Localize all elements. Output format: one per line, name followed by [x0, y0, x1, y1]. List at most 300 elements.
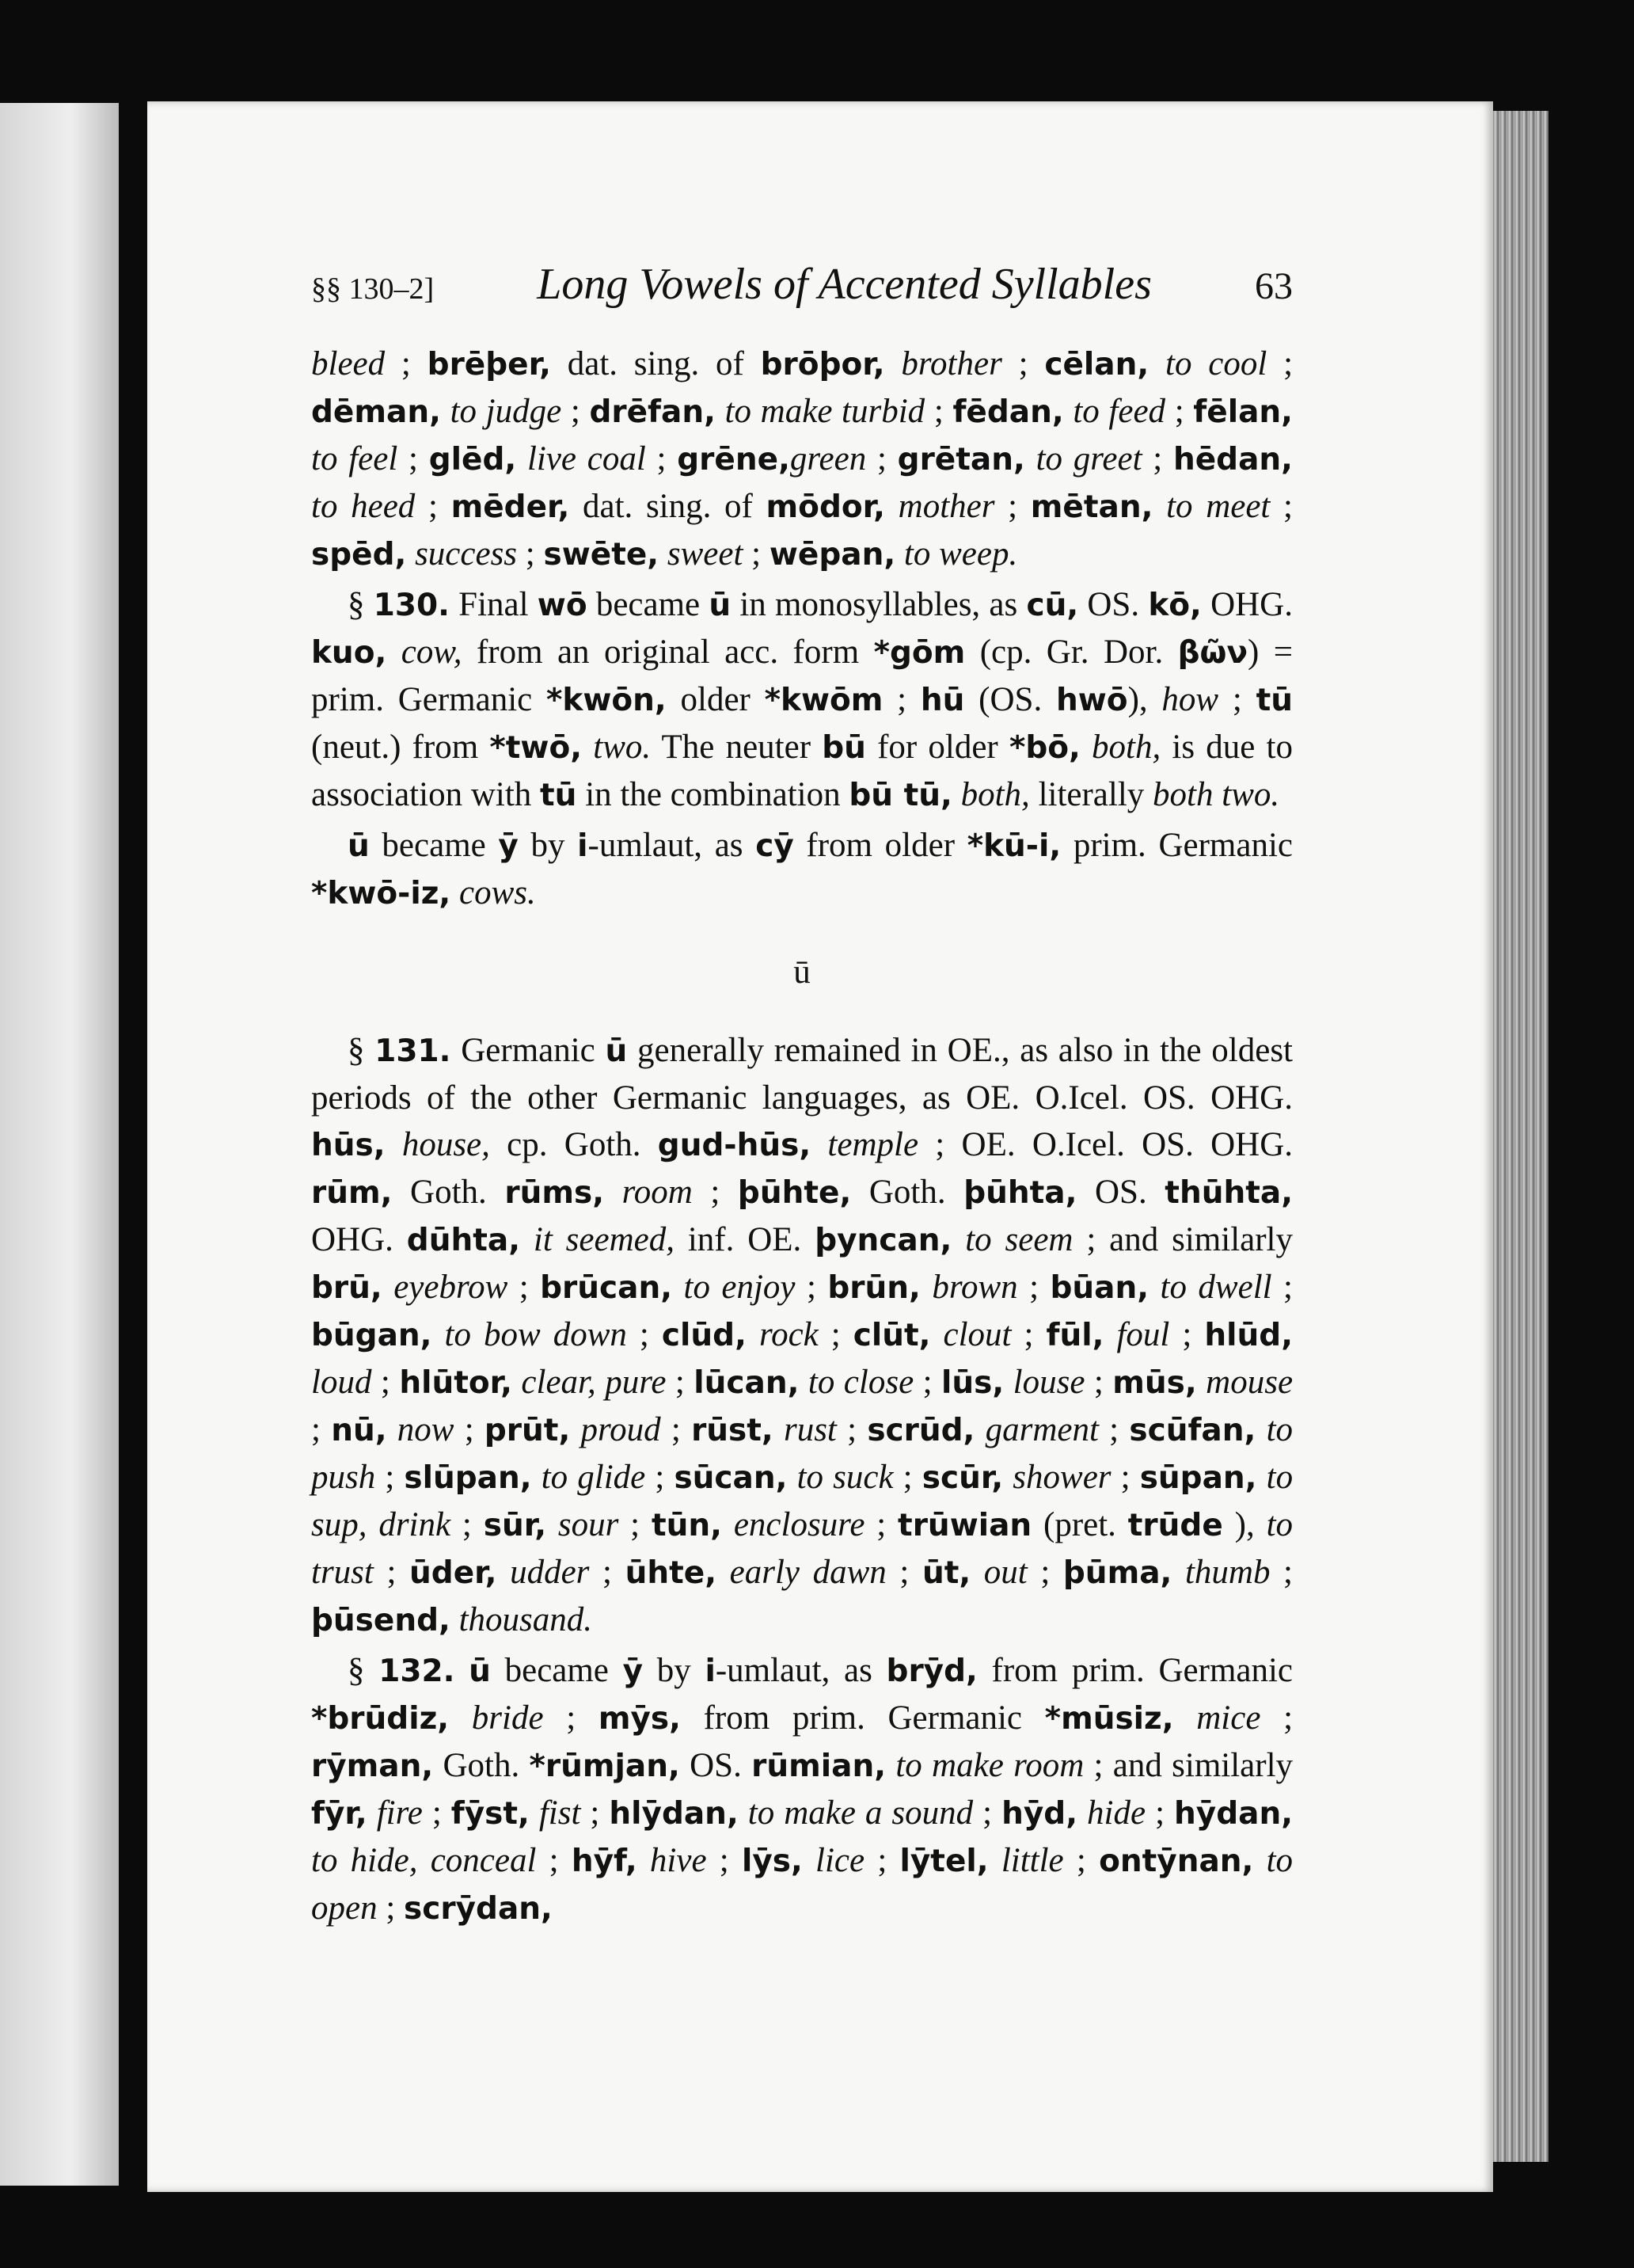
text-run: from older [793, 827, 967, 864]
headword: sūr, [483, 1508, 547, 1543]
text-run [799, 1364, 808, 1401]
text-run [570, 1411, 580, 1448]
headword: grēne, [677, 442, 790, 478]
text-run: ; [454, 1411, 484, 1448]
text-run [516, 440, 527, 478]
headword: scrūd, [867, 1413, 975, 1448]
gloss: both two. [1153, 776, 1280, 813]
gloss: to judge [450, 393, 562, 430]
gloss: live coal [526, 440, 646, 478]
gloss: to hide, conceal [311, 1842, 537, 1879]
headword: ū [605, 1033, 628, 1069]
text-run: OHG. [311, 1221, 407, 1258]
headword: fȳr, [311, 1796, 367, 1832]
headword: tū [540, 778, 577, 813]
headword: mōdor, [766, 489, 885, 525]
paragraph-cont [311, 341, 1293, 578]
gloss: to make a sound [747, 1794, 974, 1832]
text-run: ) = prim. Germanic [311, 634, 1293, 718]
text-run: ; [1218, 681, 1256, 718]
text-run: from an original acc. form [462, 634, 874, 671]
text-run [886, 1747, 895, 1784]
headword: hū [920, 683, 965, 718]
headword: þūhta, [963, 1175, 1077, 1211]
text-run: ; [886, 1554, 922, 1591]
headword: ū [709, 588, 732, 623]
text-run: ; [743, 535, 770, 573]
headword: *mūsiz, [1044, 1701, 1174, 1737]
gloss: rust [783, 1411, 837, 1448]
text-run [1149, 1269, 1160, 1306]
headword: fēdan, [952, 394, 1064, 430]
text-run: The neuter [651, 729, 823, 766]
gloss: mice [1196, 1699, 1261, 1737]
section-heading: ū [793, 953, 811, 991]
paragraph-s130b [311, 822, 1293, 917]
headword: fūl, [1046, 1318, 1104, 1353]
headword: rūmian, [751, 1749, 887, 1784]
headword: i [577, 828, 588, 864]
text-run [989, 1842, 1001, 1879]
headword: hūs, [311, 1128, 386, 1163]
headword: 131. [374, 1033, 451, 1069]
gloss: garment [985, 1411, 1099, 1448]
headword: scūfan, [1129, 1413, 1256, 1448]
gloss: to heed [311, 488, 416, 525]
text-run [386, 634, 401, 671]
text-run: ; [1111, 1459, 1140, 1496]
text-run [637, 1842, 650, 1879]
text-run [975, 1411, 985, 1448]
text-run [659, 535, 667, 573]
text-run: ; [311, 1411, 332, 1448]
text-run: ; [1001, 345, 1045, 382]
text-run [582, 729, 593, 766]
text-run: ; [666, 1364, 694, 1401]
text-run: ; [994, 488, 1031, 525]
text-run: Goth. [433, 1747, 530, 1784]
headword: trūwian [898, 1508, 1032, 1543]
text-run [496, 1554, 510, 1591]
text-run: -umlaut, as [715, 1652, 887, 1689]
gloss: to bow down [444, 1316, 627, 1353]
headword: þūsend, [311, 1603, 450, 1638]
text-run: § [348, 586, 374, 623]
headword: hȳd, [1001, 1796, 1078, 1832]
headword: þūhte, [737, 1175, 852, 1211]
text-run [921, 1269, 932, 1306]
headword: thūhta, [1165, 1175, 1294, 1211]
text-run [1077, 1794, 1087, 1832]
text-run: ; [1169, 1316, 1205, 1353]
gloss: green [789, 440, 867, 478]
headword: brū, [311, 1270, 382, 1306]
gloss: lice [815, 1842, 865, 1879]
headword: ū [348, 828, 370, 864]
headword: hwō [1055, 683, 1128, 718]
headword: nū, [331, 1413, 387, 1448]
text-run [1257, 1459, 1267, 1496]
headword: swēte, [543, 537, 659, 573]
text-run: ; [660, 1411, 692, 1448]
text-run: (neut.) from [311, 729, 490, 766]
text-run [406, 535, 415, 573]
gloss: to open [311, 1842, 1294, 1927]
text-run: ; [415, 488, 451, 525]
gloss: early dawn [729, 1554, 887, 1591]
text-run: ; and similarly [1073, 1221, 1293, 1258]
gloss: out [983, 1554, 1028, 1591]
text-run [1081, 729, 1092, 766]
text-run: ; [706, 1842, 742, 1879]
text-run: ; [864, 1506, 899, 1543]
gloss: to trust [311, 1506, 1294, 1591]
text-run: ; [385, 345, 428, 382]
text-run: ; [371, 1364, 400, 1401]
text-run [1174, 1699, 1197, 1737]
headword: wō [537, 588, 587, 623]
text-run [1153, 488, 1166, 525]
text-run: by [643, 1652, 705, 1689]
gloss: both, [960, 776, 1030, 813]
headword: tūn, [651, 1508, 722, 1543]
gloss: thousand. [458, 1601, 593, 1638]
text-run [530, 1794, 539, 1832]
gloss: enclosure [733, 1506, 865, 1543]
headword: *brūdiz, [311, 1701, 450, 1737]
headword: sūpan, [1139, 1460, 1257, 1496]
gloss: to glide [541, 1459, 646, 1496]
text-run: (cp. Gr. Dor. [965, 634, 1178, 671]
text-run: ; [1098, 1411, 1130, 1448]
gloss: brother [901, 345, 1002, 382]
paragraph-s131 [311, 1027, 1293, 1644]
headword: prūt, [484, 1413, 571, 1448]
gloss: to feel [311, 440, 398, 478]
gloss: to push [311, 1411, 1294, 1496]
gloss: mother [898, 488, 995, 525]
headword: þūma, [1062, 1555, 1172, 1591]
headword: dēman, [311, 394, 441, 430]
headword: þyncan, [815, 1223, 952, 1258]
headword: kō, [1148, 588, 1202, 623]
gloss: two. [593, 729, 652, 766]
text-run: OS. [1077, 1174, 1165, 1211]
headword: cȳ [755, 828, 794, 864]
text-run: inf. OE. [674, 1221, 815, 1258]
text-run: ; [1270, 488, 1293, 525]
gloss: to cool [1165, 345, 1267, 382]
headword: lȳtel, [899, 1844, 989, 1879]
headword: *kwōm [764, 683, 884, 718]
headword: grētan, [897, 442, 1025, 478]
text-run: ; [618, 1506, 652, 1543]
gloss: mouse [1206, 1364, 1294, 1401]
gloss: eyebrow [393, 1269, 508, 1306]
text-run [450, 1601, 459, 1638]
text-run [885, 488, 899, 525]
text-run: ; [864, 1842, 900, 1879]
text-run: became [369, 827, 499, 864]
gloss: it seemed, [533, 1221, 674, 1258]
headword: hlūd, [1204, 1318, 1294, 1353]
text-run [885, 345, 902, 382]
text-run [952, 776, 961, 813]
text-run: ; [893, 1459, 922, 1496]
text-run: cp. Goth. [489, 1126, 658, 1163]
text-run [1149, 345, 1165, 382]
text-run [520, 1221, 534, 1258]
headword: bū [822, 730, 866, 766]
text-run: ; [626, 1316, 662, 1353]
text-run: OS. [679, 1747, 752, 1784]
text-run [387, 1411, 397, 1448]
text-run [803, 1842, 815, 1879]
text-run: ; [795, 1269, 828, 1306]
gloss: to meet [1166, 488, 1271, 525]
text-run: ; [1085, 1364, 1113, 1401]
headword: hēdan, [1172, 442, 1293, 478]
text-run: OHG. [1201, 586, 1293, 623]
text-run: ; [1270, 1554, 1294, 1591]
text-run: ; [580, 1794, 610, 1832]
text-run: ), [1222, 1506, 1267, 1543]
text-run: from prim. Germanic [680, 1699, 1045, 1737]
page-stack-edge [1493, 111, 1548, 2162]
page-content [311, 261, 1293, 1932]
headword: *kū-i, [967, 828, 1062, 864]
headword: glēd, [428, 442, 517, 478]
headword: ūder, [409, 1555, 497, 1591]
text-run [441, 393, 450, 430]
gloss: to seem [965, 1221, 1074, 1258]
text-run: ; [422, 1794, 451, 1832]
text-run: ; [1146, 1794, 1175, 1832]
text-run [787, 1459, 796, 1496]
gloss: foul [1116, 1316, 1170, 1353]
gloss: to enjoy [683, 1269, 796, 1306]
headword: i [705, 1653, 716, 1689]
text-run: became [587, 586, 709, 623]
text-run: ; [543, 1699, 598, 1737]
text-run: ; [1027, 1554, 1063, 1591]
text-run: ; [1271, 1269, 1293, 1306]
gloss: to make room [895, 1747, 1085, 1784]
text-run: ; [561, 393, 590, 430]
text-run: ; and similarly [1084, 1747, 1294, 1784]
headword: clūt, [853, 1318, 931, 1353]
text-run: in monosyllables, as [731, 586, 1027, 623]
running-title: Long Vowels of Accented Syllables [537, 260, 1152, 309]
text-run: ; [517, 535, 544, 573]
headword: scūr, [922, 1460, 1004, 1496]
text-run: prim. Germanic [1061, 827, 1293, 864]
text-run [454, 1652, 469, 1689]
text-run: (OS. [964, 681, 1056, 718]
gloss: to make turbid [724, 393, 925, 430]
text-run [747, 1316, 759, 1353]
text-run: Germanic [450, 1032, 606, 1069]
text-run [1256, 1411, 1266, 1448]
text-run: ; [1011, 1316, 1047, 1353]
headword: brōþor, [760, 347, 885, 382]
headword: 130. [373, 588, 450, 623]
text-run: by [518, 827, 578, 864]
gloss: to suck [796, 1459, 894, 1496]
headword: spēd, [311, 537, 407, 573]
gloss: now [397, 1411, 454, 1448]
headword: ȳ [622, 1653, 644, 1689]
gloss: both, [1092, 729, 1161, 766]
headword: ontȳnan, [1099, 1844, 1254, 1879]
text-run [930, 1316, 943, 1353]
headword: sūcan, [674, 1460, 788, 1496]
gloss: sweet [667, 535, 743, 573]
text-run [1104, 1316, 1116, 1353]
headword: scrȳdan, [404, 1891, 553, 1927]
headword: brūn, [827, 1270, 921, 1306]
paragraph-s130 [311, 581, 1293, 819]
headword: gud-hūs, [657, 1128, 811, 1163]
text-run: ), [1127, 681, 1162, 718]
headword: drēfan, [589, 394, 716, 430]
text-run [716, 1554, 730, 1591]
gloss: to weep. [903, 535, 1018, 573]
headword: ȳ [498, 828, 519, 864]
headword: ūhte, [625, 1555, 717, 1591]
gloss: how [1161, 681, 1219, 718]
text-run: ; [645, 1459, 674, 1496]
headword: trūde [1127, 1508, 1223, 1543]
gloss: to close [808, 1364, 914, 1401]
headword: būan, [1050, 1270, 1150, 1306]
text-run: ; [973, 1794, 1002, 1832]
text-run: Goth. [851, 1174, 964, 1211]
text-run [952, 1221, 965, 1258]
headword: *bō, [1009, 730, 1081, 766]
text-run: from prim. Germanic [977, 1652, 1294, 1689]
text-run: ; [589, 1554, 625, 1591]
gloss: fist [538, 1794, 581, 1832]
gloss: cows. [458, 874, 536, 911]
text-run [1172, 1554, 1185, 1591]
gloss: cow, [401, 634, 462, 671]
headword: cēlan, [1044, 347, 1150, 382]
text-run: older [666, 681, 765, 718]
text-run: ; [914, 1364, 942, 1401]
gloss: temple [827, 1126, 919, 1163]
headword: mētan, [1030, 489, 1153, 525]
text-run: is due to association with [311, 729, 1294, 813]
headword: hȳf, [571, 1844, 637, 1879]
gloss: udder [510, 1554, 590, 1591]
text-run: dat. sing. of [550, 345, 761, 382]
text-run: ; [377, 1889, 405, 1927]
text-run: ; [1017, 1269, 1051, 1306]
text-run: § [348, 1032, 375, 1069]
text-run: for older [865, 729, 1009, 766]
gloss: fire [376, 1794, 423, 1832]
text-run: ; [1267, 345, 1294, 382]
headword: mȳs, [598, 1701, 681, 1737]
headword: hlȳdan, [609, 1796, 739, 1832]
headword: hȳdan, [1174, 1796, 1294, 1832]
text-run: dat. sing. of [569, 488, 766, 525]
gloss: house, [401, 1126, 490, 1163]
text-run [512, 1364, 521, 1401]
text-run: ; [1063, 1842, 1100, 1879]
text-run: ; [883, 681, 921, 718]
gloss: room [621, 1174, 693, 1211]
text-run [386, 1126, 402, 1163]
headword: tū [1256, 683, 1293, 718]
text-run: became [490, 1652, 623, 1689]
text-run: ; [373, 1554, 410, 1591]
text-run: ; [397, 440, 429, 478]
gloss: to dwell [1160, 1269, 1272, 1306]
headword: lūs, [941, 1365, 1005, 1401]
text-run [739, 1794, 748, 1832]
text-run: ; [925, 393, 953, 430]
headword: brȳd, [886, 1653, 978, 1689]
text-run [546, 1506, 558, 1543]
text-run [716, 393, 725, 430]
facing-page-edge [0, 103, 119, 2186]
gloss: to feed [1073, 393, 1166, 430]
text-run: § [348, 1652, 379, 1689]
text-run: generally remained in OE., as also in the oldest periods of the other Germanic languages, as OE. O.Icel. OS. OHG. [311, 1032, 1294, 1117]
text-run [1004, 1364, 1013, 1401]
text-run [895, 535, 904, 573]
gloss: thumb [1184, 1554, 1271, 1591]
page-number: 63 [1255, 265, 1293, 307]
headword: hlūtor, [399, 1365, 512, 1401]
headword: *gōm [873, 635, 966, 671]
paragraph-s132 [311, 1647, 1293, 1932]
text-run: ; [536, 1842, 572, 1879]
text-run [1025, 440, 1036, 478]
gloss: hive [649, 1842, 707, 1879]
headword: lūcan, [694, 1365, 800, 1401]
text-run [432, 1316, 445, 1353]
headword: cū, [1026, 588, 1079, 623]
text-run: in the combination [576, 776, 849, 813]
text-run: (pret. [1032, 1506, 1128, 1543]
text-run: -umlaut, as [587, 827, 756, 864]
gloss: brown [932, 1269, 1018, 1306]
text-run [604, 1174, 622, 1211]
text-run: ; [818, 1316, 853, 1353]
text-run [1197, 1364, 1206, 1401]
headword: rȳman, [311, 1749, 434, 1784]
headword: mēder, [450, 489, 570, 525]
text-run [1253, 1842, 1266, 1879]
text-run [773, 1411, 784, 1448]
text-run [672, 1269, 683, 1306]
gloss: clout [943, 1316, 1012, 1353]
gloss: louse [1013, 1364, 1085, 1401]
text-run: ; [645, 440, 678, 478]
gloss: to greet [1036, 440, 1142, 478]
text-run: ; [1142, 440, 1173, 478]
text-run [722, 1506, 734, 1543]
text-run: OS. [1078, 586, 1149, 623]
text-run: ; [692, 1174, 738, 1211]
text-run: ; [507, 1269, 541, 1306]
headword: mūs, [1112, 1365, 1197, 1401]
text-run [450, 874, 459, 911]
gloss: hide [1087, 1794, 1146, 1832]
